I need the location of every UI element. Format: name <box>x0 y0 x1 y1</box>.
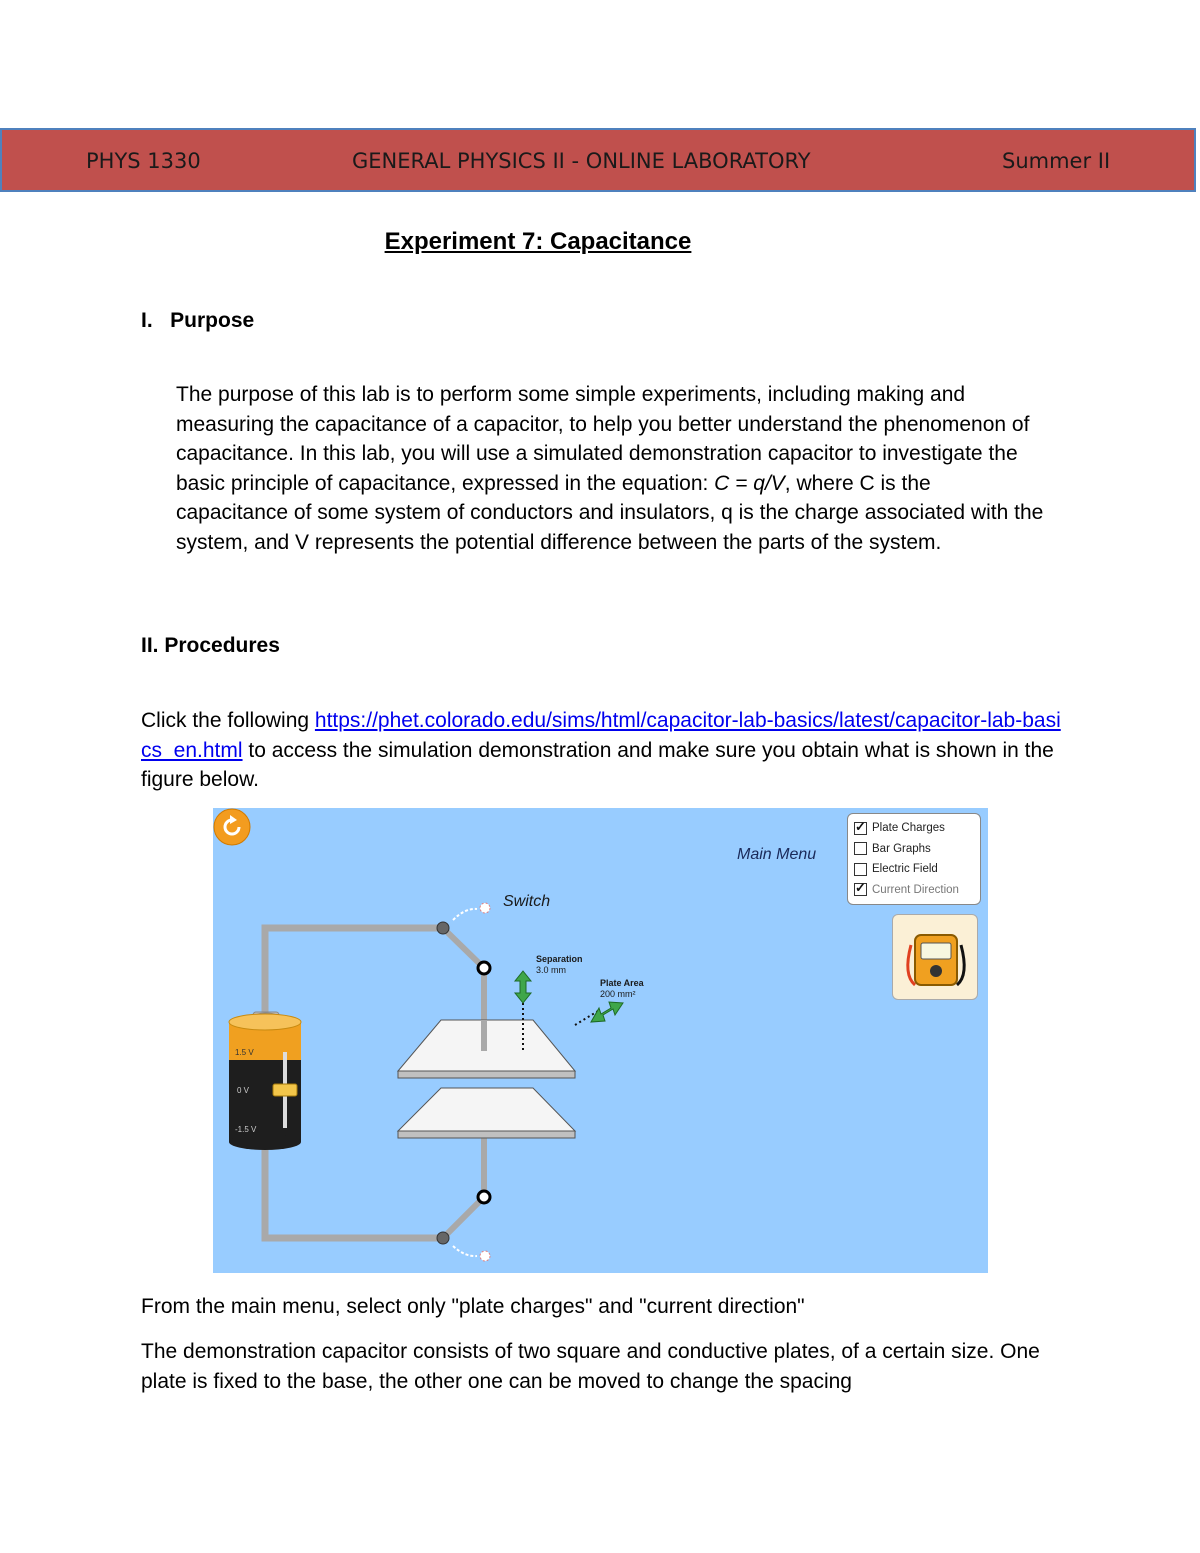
battery-bottom <box>229 1134 301 1150</box>
bottom-wire <box>265 1148 443 1238</box>
purpose-paragraph <box>176 380 1046 557</box>
bar-graphs-label: Bar Graphs <box>872 842 931 855</box>
plate-area-value: 200 mm² <box>600 989 636 999</box>
checkbox-bar-graphs[interactable] <box>854 839 974 860</box>
checkbox-plate-charges[interactable] <box>854 818 974 839</box>
top-switch-contact <box>478 962 490 974</box>
capacitance-equation: C = q/V <box>714 471 785 495</box>
battery-slider[interactable] <box>273 1084 297 1096</box>
top-switch-arm[interactable] <box>443 928 484 968</box>
description-paragraph: The demonstration capacitor consists of two square and conductive plates, of a certain size. One plate is fixed to the base, the other one can be moved to change the spacing <box>141 1340 1040 1393</box>
checkbox-current-direction[interactable] <box>854 880 974 901</box>
plate-charges-label: Plate Charges <box>872 822 945 835</box>
battery-cap <box>229 1014 301 1030</box>
bottom-switch-contact <box>478 1191 490 1203</box>
purpose-heading: I. Purpose <box>141 309 255 332</box>
separation-label: Separation <box>536 954 583 964</box>
simulation-link[interactable]: https://phet.colorado.edu/sims/html/capacitor-lab-basics/latest/capacitor-lab-basics_en.html <box>141 709 1061 762</box>
plate-area-readout <box>600 978 644 1000</box>
purpose-text-a: The purpose of this lab is to perform some simple experiments, including making and measuring the capacitance of a capacitor, to help you better understand the phenomenon of capacitance. In this lab, you will use a simulated demonstration capacitor to investigate the basic principle of capacitance, expressed in the equation: <box>176 383 1030 495</box>
top-switch-alt-contact[interactable] <box>480 903 490 913</box>
current-direction-checkbox[interactable] <box>854 883 867 896</box>
purpose-text-b: , where C is the capacitance of some system of conductors and insulators, q is the charge associated with the system, and V represents the potential difference between the parts of the system. <box>176 471 1044 554</box>
click-suffix: to access the simulation demonstration and make sure you obtain what is shown in the figure below. <box>141 738 1054 791</box>
bar-graphs-checkbox[interactable] <box>854 842 867 855</box>
click-paragraph <box>141 706 1061 795</box>
main-menu-label: Main Menu <box>737 846 817 863</box>
bottom-plate-edge <box>398 1131 575 1138</box>
click-prefix: Click the following <box>141 709 315 732</box>
bottom-switch-pivot <box>437 1232 449 1244</box>
voltmeter-icon <box>893 915 979 1001</box>
menu-instruction: From the main menu, select only "plate charges" and "current direction" <box>141 1295 805 1318</box>
bottom-switch-alt-contact[interactable] <box>480 1251 490 1261</box>
course-term: Summer II <box>1002 149 1111 173</box>
bottom-switch-arm[interactable] <box>443 1197 484 1238</box>
battery-bottom-label: -1.5 V <box>235 1125 257 1134</box>
voltmeter-button[interactable] <box>892 914 978 1000</box>
plate-charges-checkbox[interactable] <box>854 822 867 835</box>
top-switch-arc <box>453 909 477 920</box>
separation-readout <box>536 954 583 976</box>
battery-top-label: 1.5 V <box>235 1048 254 1057</box>
plate-area-label: Plate Area <box>600 978 644 988</box>
bottom-switch-arc <box>453 1246 477 1256</box>
current-direction-label: Current Direction <box>872 883 959 896</box>
electric-field-label: Electric Field <box>872 863 938 876</box>
course-code: PHYS 1330 <box>86 149 201 173</box>
plate-area-arrow-icon[interactable] <box>591 1002 623 1022</box>
battery-mid-label: 0 V <box>237 1086 250 1095</box>
separation-value: 3.0 mm <box>536 965 567 975</box>
switch-label: Switch <box>503 893 551 910</box>
simulation-figure <box>213 808 988 1273</box>
procedures-heading: II. Procedures <box>141 634 280 657</box>
view-options-panel <box>847 813 981 905</box>
course-title: GENERAL PHYSICS II - ONLINE LABORATORY <box>352 149 811 173</box>
reset-icon[interactable] <box>213 808 251 846</box>
separation-arrow-icon[interactable] <box>515 971 531 1003</box>
top-plate-edge <box>398 1071 575 1078</box>
top-switch-pivot <box>437 922 449 934</box>
electric-field-checkbox[interactable] <box>854 863 867 876</box>
checkbox-electric-field[interactable] <box>854 859 974 880</box>
bottom-plate <box>398 1088 575 1131</box>
page-title: Experiment 7: Capacitance <box>384 228 692 255</box>
